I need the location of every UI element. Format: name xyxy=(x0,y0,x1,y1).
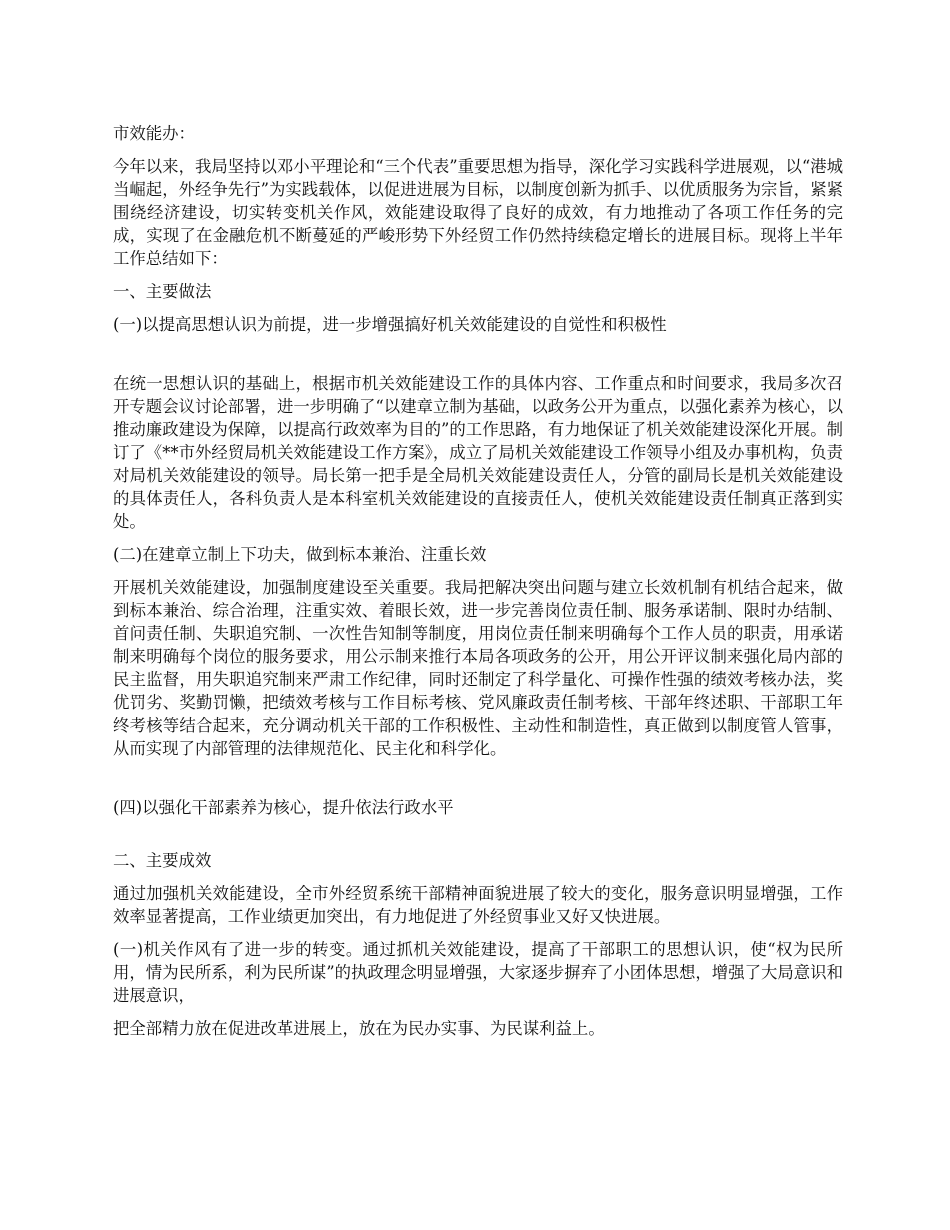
subsection-heading-1: (一)以提高思想认识为前提，进一步增强搞好机关效能建设的自觉性和积极性 xyxy=(113,315,667,334)
intro-paragraph: 今年以来，我局坚持以邓小平理论和“三个代表”重要思想为指导，深化学习实践科学进展观，以“港城当崛起，外经争先行”为实践载体，以促进进展为目标，以制度创新为抓手、以优质服务为宗旨，紧紧围绕经济建设，切实转变机关作风，效能建设取得了良好的成效，有力地推动了各项工作任务的完成，实现了在金融危机不断蔓延的严峻形势下外经贸工作仍然持续稳定增长的进展目标。现将上半年工作总结如下： xyxy=(113,157,843,268)
document-page xyxy=(113,122,843,1050)
section-heading-results: 二、主要成效 xyxy=(113,851,212,870)
result-item-1-continued: 把全部精力放在促进改革进展上，放在为民办实事、为民谋利益上。 xyxy=(113,1019,605,1038)
subsection-heading-4: (四)以强化干部素养为核心，提升依法行政水平 xyxy=(113,798,454,817)
section-heading-methods: 一、主要做法 xyxy=(113,282,212,301)
subsection-body-2: 开展机关效能建设，加强制度建设至关重要。我局把解决突出问题与建立长效机制有机结合起来，做到标本兼治、综合治理，注重实效、着眼长效，进一步完善岗位责任制、服务承诺制、限时办结制、首问责任制、失职追究制、一次性告知制等制度，用岗位责任制来明确每个工作人员的职责，用承诺制来明确每个岗位的服务要求，用公示制来推行本局各项政务的公开，用公开评议制来强化局内部的民主监督，用失职追究制来严肃工作纪律，同时还制定了科学量化、可操作性强的绩效考核办法，奖优罚劣、奖勤罚懒，把绩效考核与工作目标考核、党风廉政责任制考核、干部年终述职、干部职工年终考核等结合起来，充分调动机关干部的工作积极性、主动性和制造性，真正做到以制度管人管事，从而实现了内部管理的法律规范化、民主化和科学化。 xyxy=(113,578,843,758)
subsection-heading-2: (二)在建章立制上下功夫，做到标本兼治、注重长效 xyxy=(113,545,487,564)
result-item-1: (一)机关作风有了进一步的转变。通过抓机关效能建设，提高了干部职工的思想认识，使“权为民所用，情为民所系，利为民所谋”的执政理念明显增强，大家逐步摒弃了小团体思想，增强了大局意识和进展意识， xyxy=(113,940,843,1005)
salutation: 市效能办： xyxy=(113,124,195,143)
results-paragraph: 通过加强机关效能建设，全市外经贸系统干部精神面貌进展了较大的变化，服务意识明显增强，工作效率显著提高，工作业绩更加突出，有力地促进了外经贸事业又好又快进展。 xyxy=(113,884,843,926)
subsection-body-1: 在统一思想认识的基础上，根据市机关效能建设工作的具体内容、工作重点和时间要求，我局多次召开专题会议讨论部署，进一步明确了“以建章立制为基础，以政务公开为重点，以强化素养为核心，以推动廉政建设为保障，以提高行政效率为目的”的工作思路，有力地保证了机关效能建设深化开展。制订了《**市外经贸局机关效能建设工作方案》，成立了局机关效能建设工作领导小组及办事机构，负责对局机关效能建设的领导。局长第一把手是全局机关效能建设责任人，分管的副局长是机关效能建设的具体责任人，各科负责人是本科室机关效能建设的直接责任人，使机关效能建设责任制真正落到实处。 xyxy=(113,374,843,531)
